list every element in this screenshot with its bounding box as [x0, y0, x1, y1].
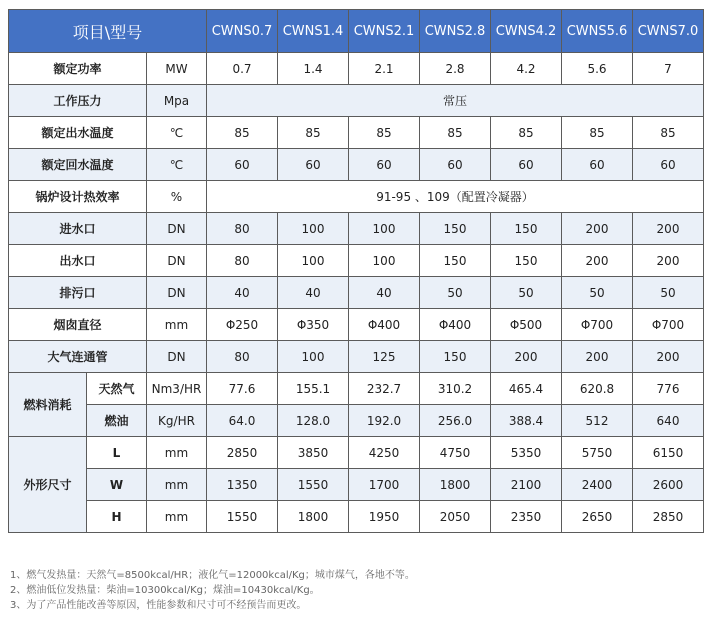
table-row — [9, 469, 704, 501]
sub-param-label: L — [87, 437, 147, 469]
table-row — [9, 53, 704, 85]
value-cell: 2400 — [562, 469, 633, 501]
value-cell: 3850 — [278, 437, 349, 469]
table-row — [9, 149, 704, 181]
value-cell: 388.4 — [491, 405, 562, 437]
value-cell: 2350 — [491, 501, 562, 533]
value-cell: 620.8 — [562, 373, 633, 405]
value-cell: 40 — [349, 277, 420, 309]
value-cell: 85 — [491, 117, 562, 149]
value-cell: 50 — [633, 277, 704, 309]
value-cell: 150 — [491, 213, 562, 245]
value-cell: 4.2 — [491, 53, 562, 85]
table-row — [9, 373, 704, 405]
value-cell: 6150 — [633, 437, 704, 469]
table-row — [9, 213, 704, 245]
value-cell: 310.2 — [420, 373, 491, 405]
dimensions-group: 外形尺寸 — [9, 437, 87, 533]
value-cell: Φ350 — [278, 309, 349, 341]
model-header: CWNS5.6 — [562, 10, 633, 53]
table-row — [9, 117, 704, 149]
param-label: 烟囱直径 — [9, 309, 147, 341]
value-cell: 50 — [562, 277, 633, 309]
value-cell: Φ250 — [207, 309, 278, 341]
value-cell: 150 — [491, 245, 562, 277]
value-cell: Φ400 — [420, 309, 491, 341]
unit-cell: mm — [147, 501, 207, 533]
value-cell: 0.7 — [207, 53, 278, 85]
value-cell: Φ400 — [349, 309, 420, 341]
sub-param-label: W — [87, 469, 147, 501]
value-cell: 155.1 — [278, 373, 349, 405]
value-cell: 80 — [207, 245, 278, 277]
header-label: 项目\型号 — [9, 10, 207, 53]
value-cell: 1350 — [207, 469, 278, 501]
value-cell: 465.4 — [491, 373, 562, 405]
param-label: 进水口 — [9, 213, 147, 245]
value-cell: Φ700 — [633, 309, 704, 341]
unit-cell: ℃ — [147, 149, 207, 181]
value-cell: 4750 — [420, 437, 491, 469]
param-label: 额定出水温度 — [9, 117, 147, 149]
value-cell: 640 — [633, 405, 704, 437]
value-cell: 512 — [562, 405, 633, 437]
value-cell: 150 — [420, 341, 491, 373]
model-header: CWNS2.8 — [420, 10, 491, 53]
param-label: 排污口 — [9, 277, 147, 309]
value-cell: 200 — [633, 341, 704, 373]
unit-cell: DN — [147, 277, 207, 309]
value-cell: 85 — [420, 117, 491, 149]
value-cell: 1550 — [278, 469, 349, 501]
merged-value-cell: 常压 — [207, 85, 704, 117]
unit-cell: MW — [147, 53, 207, 85]
table-row — [9, 85, 704, 117]
value-cell: 80 — [207, 213, 278, 245]
value-cell: 60 — [491, 149, 562, 181]
param-label: 额定回水温度 — [9, 149, 147, 181]
table-row — [9, 501, 704, 533]
value-cell: 776 — [633, 373, 704, 405]
value-cell: 2.8 — [420, 53, 491, 85]
unit-cell: DN — [147, 213, 207, 245]
param-label: 出水口 — [9, 245, 147, 277]
table-row — [9, 405, 704, 437]
value-cell: 150 — [420, 213, 491, 245]
model-header: CWNS4.2 — [491, 10, 562, 53]
value-cell: 200 — [562, 245, 633, 277]
unit-cell: DN — [147, 341, 207, 373]
value-cell: 256.0 — [420, 405, 491, 437]
footnote: 2、燃油低位发热量：柴油=10300kcal/Kg；煤油=10430kcal/Kg。 — [10, 585, 320, 596]
unit-cell: mm — [147, 437, 207, 469]
value-cell: 2050 — [420, 501, 491, 533]
value-cell: 4250 — [349, 437, 420, 469]
value-cell: 2850 — [633, 501, 704, 533]
value-cell: 50 — [491, 277, 562, 309]
value-cell: 100 — [278, 245, 349, 277]
value-cell: Φ500 — [491, 309, 562, 341]
value-cell: 85 — [349, 117, 420, 149]
value-cell: Φ700 — [562, 309, 633, 341]
merged-value-cell: 91-95 、109（配置冷凝器） — [207, 181, 704, 213]
value-cell: 200 — [491, 341, 562, 373]
model-header: CWNS2.1 — [349, 10, 420, 53]
model-header: CWNS7.0 — [633, 10, 704, 53]
value-cell: 60 — [633, 149, 704, 181]
value-cell: 1950 — [349, 501, 420, 533]
value-cell: 85 — [207, 117, 278, 149]
table-row — [9, 245, 704, 277]
value-cell: 100 — [349, 245, 420, 277]
unit-cell: DN — [147, 245, 207, 277]
table-row — [9, 309, 704, 341]
param-label: 工作压力 — [9, 85, 147, 117]
sub-param-label: 天然气 — [87, 373, 147, 405]
value-cell: 60 — [420, 149, 491, 181]
param-label: 大气连通管 — [9, 341, 147, 373]
value-cell: 2.1 — [349, 53, 420, 85]
value-cell: 125 — [349, 341, 420, 373]
value-cell: 80 — [207, 341, 278, 373]
value-cell: 60 — [349, 149, 420, 181]
unit-cell: mm — [147, 309, 207, 341]
value-cell: 100 — [278, 213, 349, 245]
value-cell: 100 — [349, 213, 420, 245]
sub-param-label: H — [87, 501, 147, 533]
fuel-consumption-group: 燃料消耗 — [9, 373, 87, 437]
value-cell: 192.0 — [349, 405, 420, 437]
value-cell: 232.7 — [349, 373, 420, 405]
value-cell: 5350 — [491, 437, 562, 469]
value-cell: 2100 — [491, 469, 562, 501]
value-cell: 85 — [278, 117, 349, 149]
param-label: 额定功率 — [9, 53, 147, 85]
value-cell: 200 — [562, 213, 633, 245]
value-cell: 85 — [562, 117, 633, 149]
value-cell: 1.4 — [278, 53, 349, 85]
value-cell: 1800 — [278, 501, 349, 533]
model-header: CWNS0.7 — [207, 10, 278, 53]
footnote: 1、燃气发热量：天然气=8500kcal/HR；液化气=12000kcal/Kg；城市煤气，各地不等。 — [10, 570, 415, 581]
value-cell: 40 — [207, 277, 278, 309]
header-row — [9, 10, 704, 53]
value-cell: 40 — [278, 277, 349, 309]
table-row — [9, 437, 704, 469]
value-cell: 2850 — [207, 437, 278, 469]
unit-cell: % — [147, 181, 207, 213]
value-cell: 1700 — [349, 469, 420, 501]
value-cell: 7 — [633, 53, 704, 85]
value-cell: 64.0 — [207, 405, 278, 437]
value-cell: 77.6 — [207, 373, 278, 405]
footnotes — [10, 568, 415, 613]
value-cell: 1800 — [420, 469, 491, 501]
unit-cell: Nm3/HR — [147, 373, 207, 405]
unit-cell: Kg/HR — [147, 405, 207, 437]
value-cell: 128.0 — [278, 405, 349, 437]
value-cell: 200 — [633, 213, 704, 245]
value-cell: 100 — [278, 341, 349, 373]
value-cell: 200 — [633, 245, 704, 277]
value-cell: 5750 — [562, 437, 633, 469]
value-cell: 150 — [420, 245, 491, 277]
value-cell: 2600 — [633, 469, 704, 501]
value-cell: 60 — [207, 149, 278, 181]
sub-param-label: 燃油 — [87, 405, 147, 437]
value-cell: 60 — [278, 149, 349, 181]
table-row — [9, 341, 704, 373]
value-cell: 200 — [562, 341, 633, 373]
value-cell: 60 — [562, 149, 633, 181]
unit-cell: Mpa — [147, 85, 207, 117]
value-cell: 2650 — [562, 501, 633, 533]
unit-cell: mm — [147, 469, 207, 501]
value-cell: 5.6 — [562, 53, 633, 85]
spec-table — [8, 9, 704, 533]
value-cell: 50 — [420, 277, 491, 309]
unit-cell: ℃ — [147, 117, 207, 149]
param-label: 锅炉设计热效率 — [9, 181, 147, 213]
model-header: CWNS1.4 — [278, 10, 349, 53]
table-row — [9, 181, 704, 213]
footnote: 3、为了产品性能改善等原因，性能参数和尺寸可不经预告而更改。 — [10, 600, 307, 611]
value-cell: 85 — [633, 117, 704, 149]
table-row — [9, 277, 704, 309]
value-cell: 1550 — [207, 501, 278, 533]
